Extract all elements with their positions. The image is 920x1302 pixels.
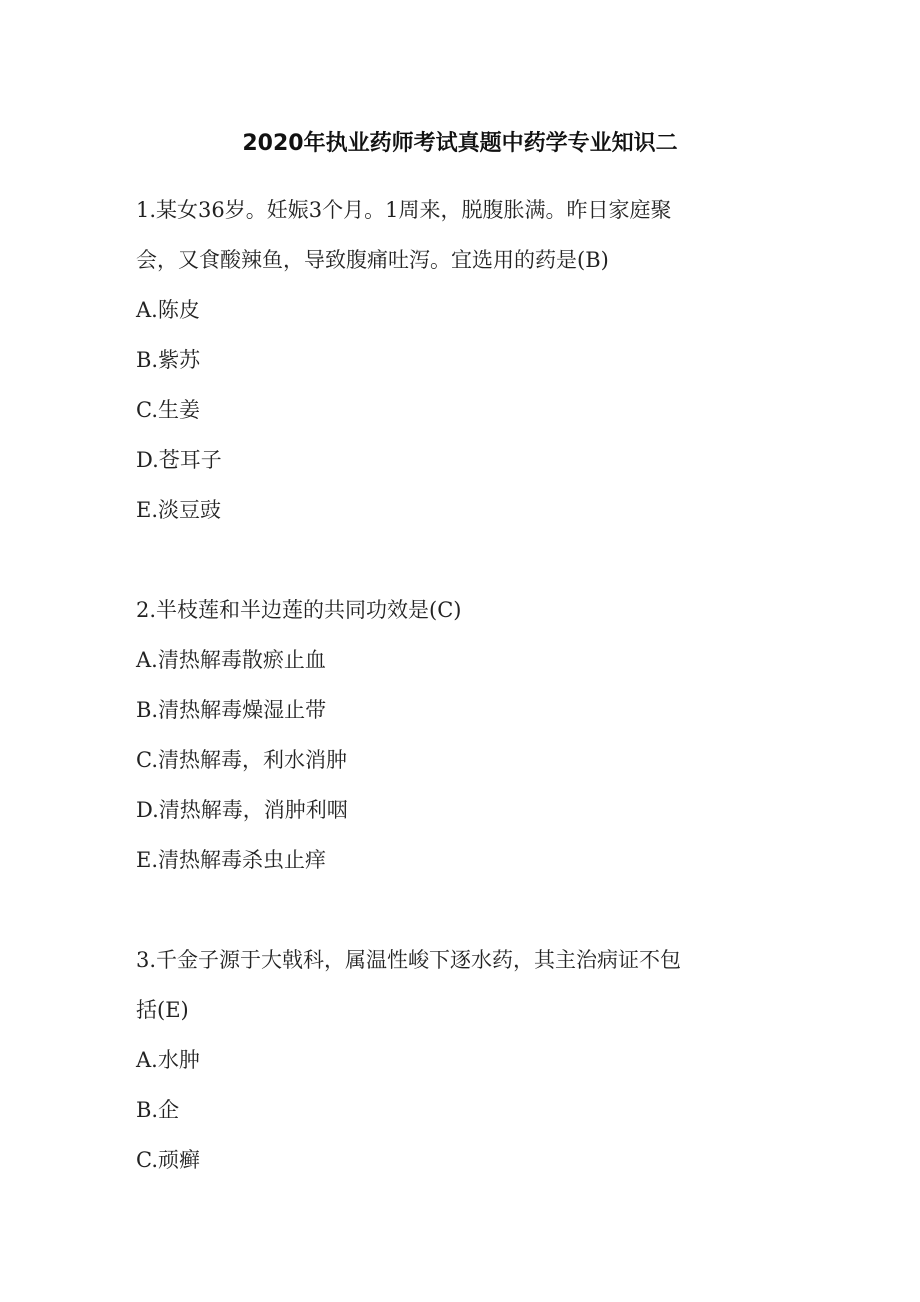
question-3-stem-line-2: 括(E) <box>136 998 189 1022</box>
question-1-option-e: E.淡豆豉 <box>136 498 222 522</box>
question-2-option-d: D.清热解毒，消肿利咽 <box>136 798 348 822</box>
question-1-option-b: B.紫苏 <box>136 348 201 372</box>
question-3-option-c: C.顽癣 <box>136 1148 200 1172</box>
question-2-option-a: A.清热解毒散瘀止血 <box>136 648 326 672</box>
question-3-stem-line-1: 3.千金子源于大戟科，属温性峻下逐水药，其主治病证不包 <box>136 948 682 972</box>
question-3-option-a: A.水肿 <box>136 1048 200 1072</box>
question-1-option-a: A.陈皮 <box>136 298 200 322</box>
question-1-option-c: C.生姜 <box>136 398 200 422</box>
question-1-stem-line-1: 1.某女36岁。妊娠3个月。1周来，脱腹胀满。昨日家庭聚 <box>136 198 672 222</box>
question-2-option-c: C.清热解毒，利水消肿 <box>136 748 347 772</box>
document-title: 2020年执业药师考试真题中药学专业知识二 <box>242 131 678 156</box>
question-2-option-e: E.清热解毒杀虫止痒 <box>136 848 327 872</box>
question-3-option-b: B.企 <box>136 1098 180 1122</box>
question-1-option-d: D.苍耳子 <box>136 448 222 472</box>
question-2-stem-line-1: 2.半枝莲和半边莲的共同功效是(C) <box>136 598 462 622</box>
question-2-option-b: B.清热解毒燥湿止带 <box>136 698 327 722</box>
question-1-stem-line-2: 会，又食酸辣鱼，导致腹痛吐泻。宜选用的药是(B) <box>136 248 609 272</box>
